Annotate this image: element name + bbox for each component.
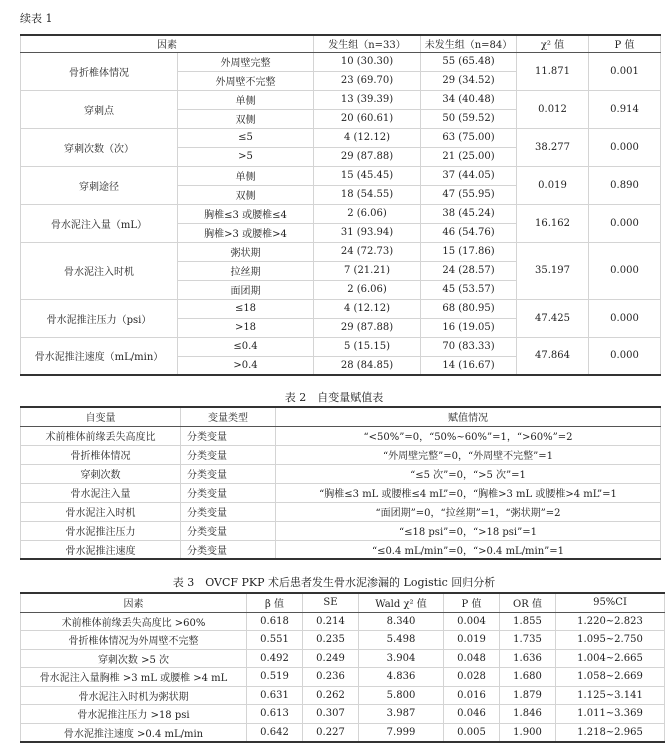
p-value: 0.001 <box>589 52 661 90</box>
factor-name: 骨折椎体情况为外周壁不完整 <box>21 631 247 650</box>
non-occurred-group-value: 14 (16.67) <box>421 356 517 375</box>
table3-header-cell: OR 值 <box>500 593 556 612</box>
or-value: 1.855 <box>500 612 556 631</box>
occurred-group-value: 18 (54.55) <box>314 185 421 204</box>
non-occurred-group-value: 24 (28.57) <box>421 261 517 280</box>
occurred-group-value: 2 (6.06) <box>314 280 421 299</box>
variable-type: 分类变量 <box>181 540 276 559</box>
assignment-value: “<50%”=0，“50%~60%”=1，“>60%”=2 <box>276 426 661 445</box>
variable-name: 骨折椎体情况 <box>21 445 181 464</box>
variable-name: 骨水泥推注速度 <box>21 540 181 559</box>
non-occurred-group-value: 46 (54.76) <box>421 223 517 242</box>
table3-caption: 表 3 OVCF PKP 术后患者发生骨水泥渗漏的 Logistic 回归分析 <box>172 576 496 589</box>
chi-square-value: 35.197 <box>517 242 589 299</box>
table-row <box>21 686 665 705</box>
ci-value: 1.125~3.141 <box>556 686 665 705</box>
p-value: 0.000 <box>589 204 661 242</box>
factor-name: 骨折椎体情况 <box>21 52 178 90</box>
factor-subgroup: 面团期 <box>178 280 314 299</box>
ci-value: 1.011~3.369 <box>556 705 665 724</box>
table3-header-cell: Wald χ² 值 <box>359 593 444 612</box>
variable-name: 骨水泥注入量 <box>21 483 181 502</box>
occurred-group-value: 29 (87.88) <box>314 147 421 166</box>
table3 <box>20 592 665 743</box>
wald-value: 5.498 <box>359 631 444 650</box>
non-occurred-group-value: 47 (55.95) <box>421 185 517 204</box>
factor-subgroup: 单侧 <box>178 90 314 109</box>
p-value: 0.000 <box>589 242 661 299</box>
factor-subgroup: ≤18 <box>178 299 314 318</box>
table-row <box>21 242 661 261</box>
table-row <box>21 90 661 109</box>
non-occurred-group-value: 16 (19.05) <box>421 318 517 337</box>
se-value: 0.262 <box>303 686 359 705</box>
variable-type: 分类变量 <box>181 502 276 521</box>
table1-header-cell: 发生组（n=33） <box>314 35 421 52</box>
or-value: 1.879 <box>500 686 556 705</box>
table1 <box>20 34 661 376</box>
factor-name: 穿刺点 <box>21 90 178 128</box>
table-row <box>21 52 661 71</box>
non-occurred-group-value: 70 (83.33) <box>421 337 517 356</box>
factor-name: 骨水泥注入时机 <box>21 242 178 299</box>
factor-subgroup: 胸椎>3 或腰椎>4 <box>178 223 314 242</box>
variable-type: 分类变量 <box>181 464 276 483</box>
beta-value: 0.551 <box>247 631 303 650</box>
factor-name: 穿刺途径 <box>21 166 178 204</box>
table-row <box>21 337 661 356</box>
table-row <box>21 649 665 668</box>
se-value: 0.235 <box>303 631 359 650</box>
p-value: 0.028 <box>444 668 500 687</box>
occurred-group-value: 28 (84.85) <box>314 356 421 375</box>
table1-header-factor: 因素 <box>21 35 314 52</box>
table-row <box>21 128 661 147</box>
factor-subgroup: 外周壁不完整 <box>178 71 314 90</box>
table1-caption: 续表 1 <box>20 12 53 25</box>
table-row <box>21 483 661 502</box>
beta-value: 0.631 <box>247 686 303 705</box>
chi-square-value: 0.012 <box>517 90 589 128</box>
factor-subgroup: >5 <box>178 147 314 166</box>
beta-value: 0.492 <box>247 649 303 668</box>
occurred-group-value: 15 (45.45) <box>314 166 421 185</box>
non-occurred-group-value: 37 (44.05) <box>421 166 517 185</box>
occurred-group-value: 20 (60.61) <box>314 109 421 128</box>
or-value: 1.680 <box>500 668 556 687</box>
non-occurred-group-value: 15 (17.86) <box>421 242 517 261</box>
p-value: 0.048 <box>444 649 500 668</box>
variable-type: 分类变量 <box>181 426 276 445</box>
or-value: 1.900 <box>500 723 556 742</box>
factor-subgroup: 单侧 <box>178 166 314 185</box>
table3-header-cell: 95%CI <box>556 593 665 612</box>
beta-value: 0.613 <box>247 705 303 724</box>
table3-header-cell: P 值 <box>444 593 500 612</box>
factor-subgroup: 双侧 <box>178 109 314 128</box>
p-value: 0.046 <box>444 705 500 724</box>
table3-header-row <box>21 593 665 612</box>
occurred-group-value: 31 (93.94) <box>314 223 421 242</box>
wald-value: 5.800 <box>359 686 444 705</box>
non-occurred-group-value: 63 (75.00) <box>421 128 517 147</box>
occurred-group-value: 7 (21.21) <box>314 261 421 280</box>
chi-square-value: 38.277 <box>517 128 589 166</box>
table-row <box>21 445 661 464</box>
assignment-value: “≤5 次”=0，“>5 次”=1 <box>276 464 661 483</box>
occurred-group-value: 4 (12.12) <box>314 299 421 318</box>
table3-header-cell: 因素 <box>21 593 247 612</box>
table2-caption: 表 2 自变量赋值表 <box>284 391 384 404</box>
table-row <box>21 464 661 483</box>
p-value: 0.004 <box>444 612 500 631</box>
p-value: 0.016 <box>444 686 500 705</box>
variable-type: 分类变量 <box>181 521 276 540</box>
occurred-group-value: 4 (12.12) <box>314 128 421 147</box>
table2-header-cell: 赋值情况 <box>276 407 661 426</box>
chi-square-value: 47.425 <box>517 299 589 337</box>
factor-subgroup: 双侧 <box>178 185 314 204</box>
se-value: 0.249 <box>303 649 359 668</box>
assignment-value: “≤0.4 mL/min”=0，“>0.4 mL/min”=1 <box>276 540 661 559</box>
factor-name: 骨水泥注入时机为粥状期 <box>21 686 247 705</box>
occurred-group-value: 10 (30.30) <box>314 52 421 71</box>
variable-name: 术前椎体前缘丢失高度比 <box>21 426 181 445</box>
table-row <box>21 166 661 185</box>
table-row <box>21 540 661 559</box>
factor-subgroup: 粥状期 <box>178 242 314 261</box>
p-value: 0.005 <box>444 723 500 742</box>
table-row <box>21 723 665 742</box>
wald-value: 3.904 <box>359 649 444 668</box>
table1-header-row <box>21 35 661 52</box>
chi-square-value: 47.864 <box>517 337 589 375</box>
table2 <box>20 406 661 560</box>
p-value: 0.000 <box>589 299 661 337</box>
ci-value: 1.095~2.750 <box>556 631 665 650</box>
variable-name: 穿刺次数 <box>21 464 181 483</box>
table2-header-cell: 自变量 <box>21 407 181 426</box>
non-occurred-group-value: 45 (53.57) <box>421 280 517 299</box>
se-value: 0.214 <box>303 612 359 631</box>
table1-header-cell: χ² 值 <box>517 35 589 52</box>
wald-value: 4.836 <box>359 668 444 687</box>
se-value: 0.236 <box>303 668 359 687</box>
occurred-group-value: 29 (87.88) <box>314 318 421 337</box>
or-value: 1.636 <box>500 649 556 668</box>
assignment-value: “面团期”=0，“拉丝期”=1，“粥状期”=2 <box>276 502 661 521</box>
non-occurred-group-value: 21 (25.00) <box>421 147 517 166</box>
table-row <box>21 299 661 318</box>
factor-subgroup: 胸椎≤3 或腰椎≤4 <box>178 204 314 223</box>
variable-name: 骨水泥注入时机 <box>21 502 181 521</box>
non-occurred-group-value: 29 (34.52) <box>421 71 517 90</box>
assignment-value: “外周壁完整”=0，“外周壁不完整”=1 <box>276 445 661 464</box>
occurred-group-value: 5 (15.15) <box>314 337 421 356</box>
table1-header-cell: 未发生组（n=84） <box>421 35 517 52</box>
or-value: 1.735 <box>500 631 556 650</box>
p-value: 0.890 <box>589 166 661 204</box>
wald-value: 3.987 <box>359 705 444 724</box>
chi-square-value: 16.162 <box>517 204 589 242</box>
table-row <box>21 204 661 223</box>
factor-subgroup: 外周壁完整 <box>178 52 314 71</box>
se-value: 0.227 <box>303 723 359 742</box>
factor-subgroup: ≤5 <box>178 128 314 147</box>
factor-name: 骨水泥注入量（mL） <box>21 204 178 242</box>
occurred-group-value: 2 (6.06) <box>314 204 421 223</box>
factor-name: 术前椎体前缘丢失高度比 >60% <box>21 612 247 631</box>
p-value: 0.914 <box>589 90 661 128</box>
occurred-group-value: 13 (39.39) <box>314 90 421 109</box>
table-row <box>21 612 665 631</box>
wald-value: 7.999 <box>359 723 444 742</box>
table-row <box>21 502 661 521</box>
factor-name: 穿刺次数（次） <box>21 128 178 166</box>
table2-header-row <box>21 407 661 426</box>
se-value: 0.307 <box>303 705 359 724</box>
p-value: 0.019 <box>444 631 500 650</box>
non-occurred-group-value: 38 (45.24) <box>421 204 517 223</box>
factor-name: 穿刺次数 >5 次 <box>21 649 247 668</box>
or-value: 1.846 <box>500 705 556 724</box>
table-row <box>21 521 661 540</box>
variable-name: 骨水泥推注压力 <box>21 521 181 540</box>
table-row <box>21 426 661 445</box>
factor-name: 骨水泥推注压力（psi） <box>21 299 178 337</box>
factor-name: 骨水泥推注速度（mL/min） <box>21 337 178 375</box>
table-row <box>21 631 665 650</box>
table1-header-cell: P 值 <box>589 35 661 52</box>
factor-subgroup: >18 <box>178 318 314 337</box>
beta-value: 0.642 <box>247 723 303 742</box>
beta-value: 0.519 <box>247 668 303 687</box>
chi-square-value: 11.871 <box>517 52 589 90</box>
factor-subgroup: >0.4 <box>178 356 314 375</box>
assignment-value: “≤18 psi”=0，“>18 psi”=1 <box>276 521 661 540</box>
p-value: 0.000 <box>589 337 661 375</box>
variable-type: 分类变量 <box>181 445 276 464</box>
beta-value: 0.618 <box>247 612 303 631</box>
factor-subgroup: ≤0.4 <box>178 337 314 356</box>
factor-name: 骨水泥推注速度 >0.4 mL/min <box>21 723 247 742</box>
ci-value: 1.058~2.669 <box>556 668 665 687</box>
non-occurred-group-value: 34 (40.48) <box>421 90 517 109</box>
ci-value: 1.220~2.823 <box>556 612 665 631</box>
table3-header-cell: SE <box>303 593 359 612</box>
table3-header-cell: β 值 <box>247 593 303 612</box>
wald-value: 8.340 <box>359 612 444 631</box>
assignment-value: “胸椎≤3 mL 或腰椎≤4 mL”=0，“胸椎>3 mL 或腰椎>4 mL”=1 <box>276 483 661 502</box>
factor-subgroup: 拉丝期 <box>178 261 314 280</box>
factor-name: 骨水泥注入量胸椎 >3 mL 或腰椎 >4 mL <box>21 668 247 687</box>
occurred-group-value: 24 (72.73) <box>314 242 421 261</box>
variable-type: 分类变量 <box>181 483 276 502</box>
factor-name: 骨水泥推注压力 >18 psi <box>21 705 247 724</box>
table-row <box>21 668 665 687</box>
non-occurred-group-value: 50 (59.52) <box>421 109 517 128</box>
table2-header-cell: 变量类型 <box>181 407 276 426</box>
ci-value: 1.218~2.965 <box>556 723 665 742</box>
ci-value: 1.004~2.665 <box>556 649 665 668</box>
chi-square-value: 0.019 <box>517 166 589 204</box>
p-value: 0.000 <box>589 128 661 166</box>
non-occurred-group-value: 68 (80.95) <box>421 299 517 318</box>
non-occurred-group-value: 55 (65.48) <box>421 52 517 71</box>
table-row <box>21 705 665 724</box>
occurred-group-value: 23 (69.70) <box>314 71 421 90</box>
